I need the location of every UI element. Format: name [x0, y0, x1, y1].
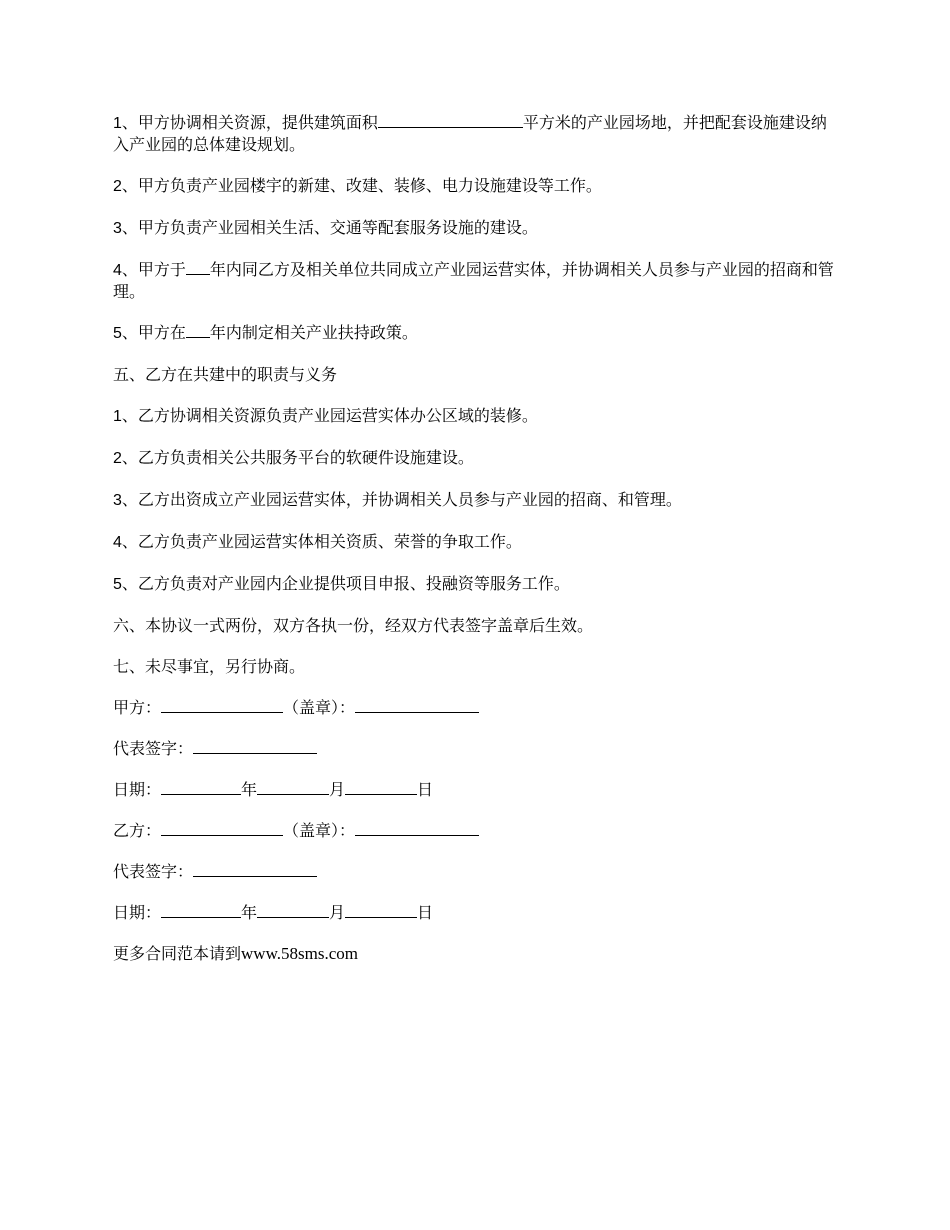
month-blank[interactable]: [257, 902, 329, 918]
party-b-rep-line: [113, 861, 838, 882]
year-blank[interactable]: [161, 779, 241, 795]
item-number: 4: [113, 262, 122, 279]
clause-text: 年内制定相关产业扶持政策。: [209, 323, 418, 342]
month-blank[interactable]: [257, 779, 329, 795]
party-b-signature-blank[interactable]: [193, 861, 317, 877]
date-label: 日期：: [113, 780, 162, 799]
contract-page: [113, 112, 838, 984]
party-a-seal-blank[interactable]: [355, 697, 479, 713]
clause-text: 、甲方负责产业园相关生活、交通等配套服务设施的建设。: [121, 218, 538, 237]
clause-text: 、乙方协调相关资源负责产业园运营实体办公区域的装修。: [121, 406, 538, 425]
party-a-rep-line: [113, 738, 838, 759]
footer-prefix: 更多合同范本请到: [113, 944, 242, 963]
item-number: 2: [113, 178, 122, 195]
item-number: 5: [113, 576, 122, 593]
seal-label: （盖章）：: [283, 698, 356, 717]
year-blank[interactable]: [161, 902, 241, 918]
clause-a1: [113, 112, 838, 155]
day-label: 日: [417, 903, 434, 922]
clause-a5: [113, 322, 838, 344]
section-heading: 五、乙方在共建中的职责与义务: [113, 365, 338, 384]
party-b-date-line: [113, 902, 838, 923]
item-number: 1: [113, 408, 122, 425]
item-number: 4: [113, 534, 122, 551]
clause-b2: [113, 447, 838, 469]
clause-text: 、甲方负责产业园楼宇的新建、改建、装修、电力设施建设等工作。: [121, 176, 602, 195]
year-label: 年: [241, 780, 258, 799]
party-b-label: 乙方：: [113, 821, 162, 840]
party-b-name-blank[interactable]: [161, 820, 283, 836]
rep-signature-label: 代表签字：: [113, 739, 194, 758]
clause-6: 六、本协议一式两份，双方各执一份，经双方代表签字盖章后生效。: [113, 616, 594, 635]
clause-a2: [113, 175, 838, 197]
party-b-line: [113, 820, 838, 841]
clause-text: 、甲方在: [121, 323, 186, 342]
clause-b4: [113, 531, 838, 553]
party-a-name-blank[interactable]: [161, 697, 283, 713]
party-b-seal-blank[interactable]: [355, 820, 479, 836]
clause-b5: [113, 573, 838, 595]
rep-signature-label: 代表签字：: [113, 862, 194, 881]
clause-text: 、乙方负责产业园运营实体相关资质、荣誉的争取工作。: [121, 532, 522, 551]
item-number: 5: [113, 325, 122, 342]
month-label: 月: [329, 780, 346, 799]
footer-line: [113, 943, 838, 964]
day-blank[interactable]: [345, 779, 417, 795]
party-a-date-line: [113, 779, 838, 800]
date-label: 日期：: [113, 903, 162, 922]
party-a-signature-blank[interactable]: [193, 738, 317, 754]
clause-text: 平方米的产业园场地，并把配套设施建设纳入产业园的总体建设规划。: [113, 113, 827, 154]
clause-text: 、乙方出资成立产业园运营实体，并协调相关人员参与产业园的招商、和管理。: [121, 490, 682, 509]
clause-text: 、甲方于: [121, 260, 186, 279]
clause-a3: [113, 217, 838, 239]
item-number: 3: [113, 220, 122, 237]
clause-a4: [113, 259, 838, 302]
seal-label: （盖章）：: [283, 821, 356, 840]
item-number: 1: [113, 115, 122, 132]
year-label: 年: [241, 903, 258, 922]
year-count-blank[interactable]: [186, 322, 210, 338]
area-blank[interactable]: [378, 112, 523, 128]
item-number: 3: [113, 492, 122, 509]
party-a-label: 甲方：: [113, 698, 162, 717]
day-label: 日: [417, 780, 434, 799]
clause-text: 、乙方负责对产业园内企业提供项目申报、投融资等服务工作。: [121, 574, 570, 593]
year-count-blank[interactable]: [186, 259, 210, 275]
clause-7: 七、未尽事宜，另行协商。: [113, 657, 306, 676]
clause-b1: [113, 405, 838, 427]
clause-b3: [113, 489, 838, 511]
item-number: 2: [113, 450, 122, 467]
clause-text: 、甲方协调相关资源，提供建筑面积: [121, 113, 378, 132]
party-a-line: [113, 697, 838, 718]
clause-text: 年内同乙方及相关单位共同成立产业园运营实体，并协调相关人员参与产业园的招商和管理。: [113, 260, 834, 301]
clause-text: 、乙方负责相关公共服务平台的软硬件设施建设。: [121, 448, 474, 467]
day-blank[interactable]: [345, 902, 417, 918]
footer-link[interactable]: www.58sms.com: [241, 944, 358, 963]
month-label: 月: [329, 903, 346, 922]
